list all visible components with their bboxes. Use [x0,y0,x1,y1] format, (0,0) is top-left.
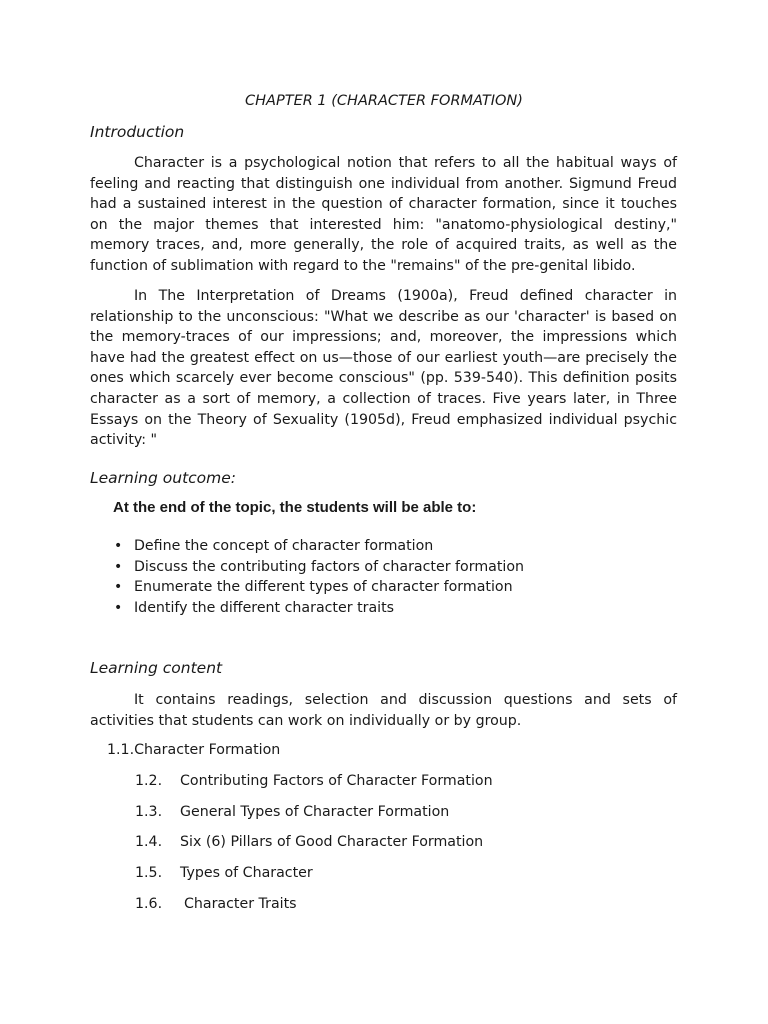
toc-label: Six (6) Pillars of Good Character Formation [180,834,484,850]
toc-number: 1.4. [135,834,163,850]
toc-label: Contributing Factors of Character Formation [180,773,493,789]
learning-content-heading: Learning content [90,659,223,677]
toc-label: Types of Character [180,865,313,881]
toc-item-1-1 [107,741,280,759]
list-item-text: Enumerate the different types of character formation [134,579,513,596]
list-item [112,557,524,578]
list-item-text: Discuss the contributing factors of character formation [134,558,525,575]
introduction-heading: Introduction [90,123,185,141]
bullet-icon: • [114,538,123,554]
toc-number: 1.2. [135,773,163,789]
toc-label: Character Formation [134,742,281,758]
learning-content-paragraph: It contains readings, selection and discussion questions and sets of activities that students can work on individually or by group. [90,692,677,729]
bullet-icon: • [114,558,123,575]
toc-item-1-2 [135,772,493,790]
toc-label: General Types of Character Formation [180,804,450,820]
toc-number: 1.1. [107,742,135,758]
introduction-paragraph-1: Character is a psychological notion that refers to all the habitual ways of feeling and reacting that distinguish one individual from another. Sigmund Freud had a sustained interest in the question of character formation, since it touches on the major themes that interested him: "anatomo-physiological destiny," memory traces, and, more generally, the role of acquired traits, as well as the function of sublimation with regard to the "remains" of the pre-genital libido. [90,155,677,274]
toc-number: 1.3. [135,804,163,820]
list-item-text: Define the concept of character formation [134,538,434,554]
learning-outcome-list [112,536,524,618]
list-item [112,598,524,619]
chapter-title: CHAPTER 1 (CHARACTER FORMATION) [245,93,523,109]
toc-item-1-4 [135,833,483,851]
toc-item-1-6 [135,895,297,913]
list-item [112,536,524,557]
toc-item-1-5 [135,864,313,882]
bullet-icon: • [114,579,123,596]
list-item-text: Identify the different character traits [134,599,395,616]
toc-number: 1.5. [135,865,163,881]
bullet-icon: • [114,599,123,616]
introduction-paragraph-2: In The Interpretation of Dreams (1900a), Freud defined character in relationship to the unconscious: "What we describe as our 'character' is based on the memory-traces of our impressions; and, moreover, the impressions which have had the greatest effect on us—those of our earliest youth—are precisely the ones which scarcely ever become conscious" (pp. 539-540). This definition posits character as a sort of memory, a collection of traces. Five years later, in Three Essays on the Theory of Sexuality (1905d), Freud emphasized individual psychic activity: " [90,288,677,449]
toc-number: 1.6. [135,896,163,912]
list-item [112,577,524,598]
toc-label: Character Traits [184,896,297,912]
learning-outcome-heading: Learning outcome: [90,469,237,487]
learning-outcome-lead: At the end of the topic, the students will be able to: [113,499,477,516]
toc-item-1-3 [135,803,449,821]
